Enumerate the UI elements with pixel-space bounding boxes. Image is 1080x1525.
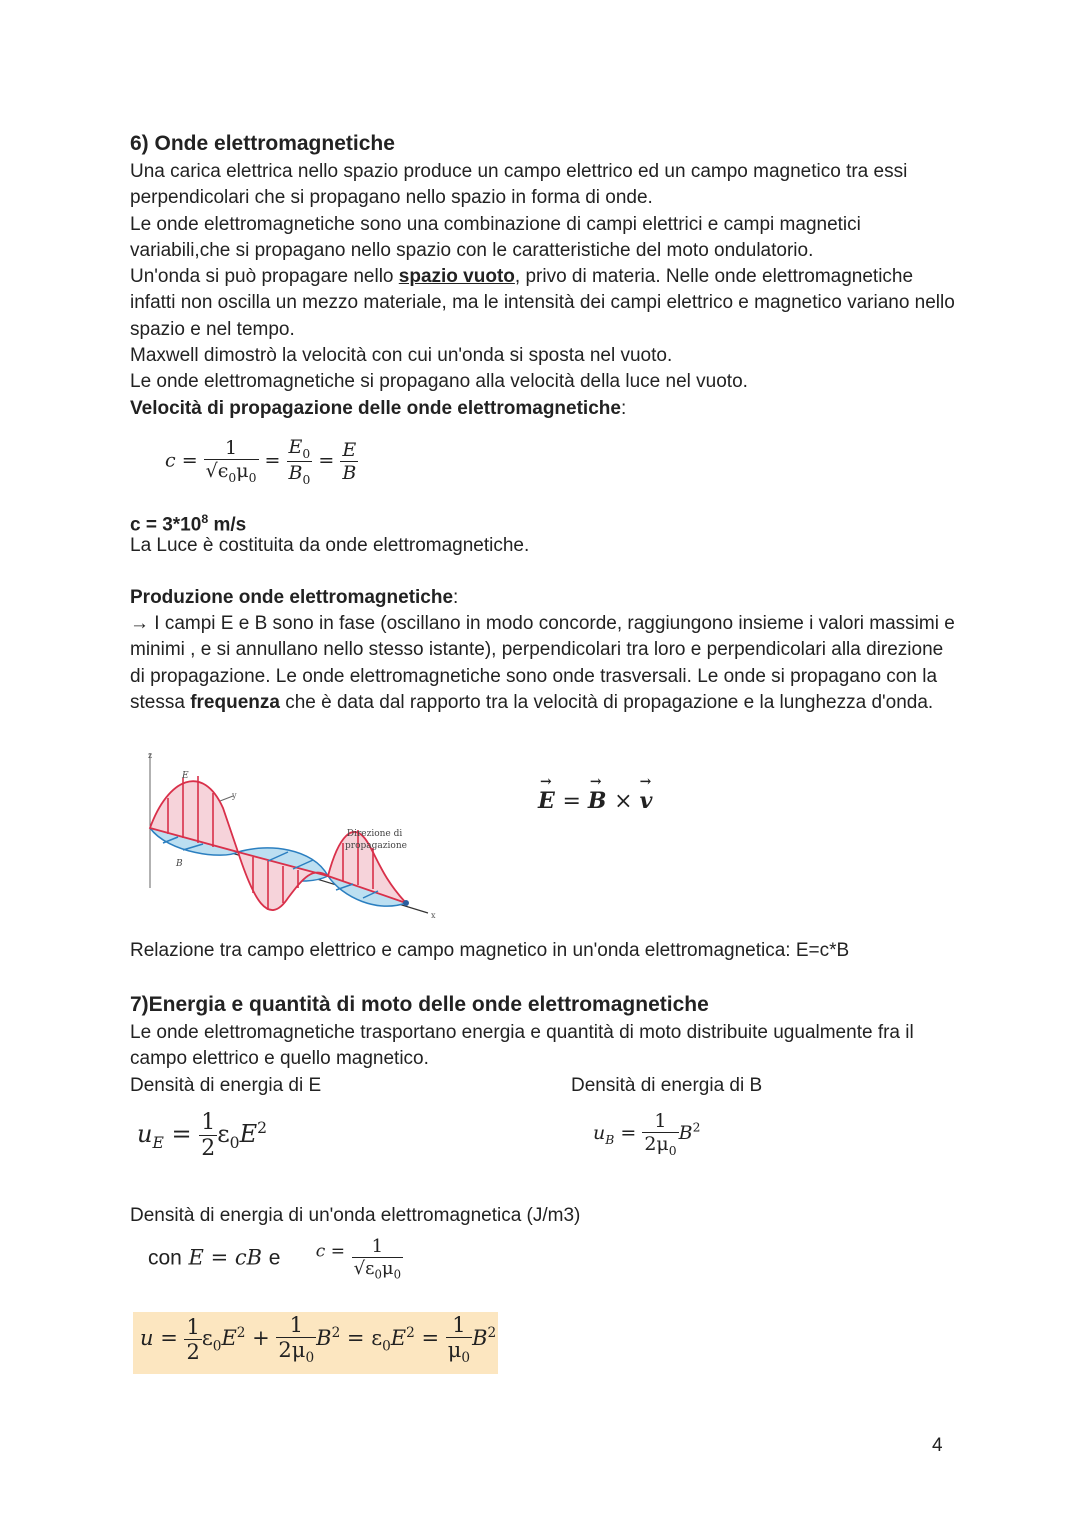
spazio-vuoto-link[interactable]: spazio vuoto	[398, 266, 515, 287]
figure-label-line1: Direzione di	[346, 829, 403, 839]
c-unit: m/s	[208, 514, 247, 536]
svg-text:B: B	[176, 859, 183, 869]
section-7-title: 7)Energia e quantità di moto delle onde elettromagnetiche	[130, 993, 709, 1016]
production-heading-colon: :	[453, 587, 459, 608]
paragraph-5: Le onde elettromagnetiche si propagano alla velocità della luce nel vuoto.	[130, 371, 748, 392]
production-heading-text: Produzione onde elettromagnetiche	[130, 587, 454, 608]
section-6-title: 6) Onde elettromagnetiche	[130, 132, 395, 155]
paragraph-3	[130, 264, 960, 343]
production-text-a: → I campi E e B sono in fase (oscillano in modo concorde, raggiungono insieme i valori massimi e minimi , e si annullano nello stesso istante), perpendicolari tra loro e perpendicolari alla direzione di propagazione. Le onde elettromagnetiche sono onde trasversali. Le onde si propagano con la stessa	[130, 613, 955, 713]
production-paragraph	[130, 611, 960, 716]
production-text-b: che è data dal rapporto tra la velocità di propagazione e la lunghezza d'onda.	[279, 691, 934, 713]
con-word: con	[148, 1246, 182, 1270]
section-7-paragraph: Le onde elettromagnetiche trasportano energia e quantità di moto distribuite ugualmente fra il campo elettrico e quello magnetico.	[130, 1022, 914, 1070]
ub-formula: $u_B$ = $\frac{1}{2\mu_0}$ $B^2$	[593, 1110, 701, 1158]
velocity-heading-colon: :	[620, 398, 627, 419]
total-energy-formula: u = $\frac{1}{2}$ $\varepsilon_0E^2$ + $\frac{1}{2\mu_0}$ $B^2 = \varepsilon_0E^2$ = $\frac{1}{\mu_0}$ $B^2$	[140, 1313, 497, 1367]
svg-text:E: E	[182, 771, 189, 781]
velocity-formula: c = $\frac{1}{√\epsilon_0\mu_0}$ = $\frac{E_0}{B_0}$ = $\frac{E}{B}$	[165, 436, 357, 487]
velocity-heading-text: Velocità di propagazione delle onde elettromagnetiche	[130, 398, 621, 419]
paragraph-3-start: Un'onda si può propagare nello	[130, 266, 399, 287]
paragraph-2: Le onde elettromagnetiche sono una combinazione di campi elettrici e campi magnetici variabili,che si propagano nello spazio con le caratteristiche del moto ondulatorio.	[130, 214, 861, 262]
production-heading	[130, 585, 960, 611]
figure-label-line2: propagazione	[345, 841, 407, 851]
cross-product-formula: E → = B → × v →	[538, 774, 653, 814]
em-wave-figure	[128, 748, 440, 923]
page-number: 4	[932, 1435, 943, 1456]
ue-formula: $u_E$ = $\frac{1}{2}$ $\varepsilon_0E^2$	[137, 1110, 268, 1161]
c-exponent: 8	[201, 512, 209, 526]
condition-formula: con E = cB e $^{c =}$ $\frac{1}{√\varepsilon_0\mu_0}$	[148, 1236, 402, 1282]
velocity-heading	[130, 396, 960, 422]
relation-text: Relazione tra campo elettrico e campo magnetico in un'onda elettromagnetica: E=c*B	[130, 940, 850, 961]
paragraph-3-end: , privo di materia. Nelle onde elettromagnetiche infatti non oscilla un mezzo materiale, ma le intensità dei campi elettrico e magnetico variano nello spazio e nel tempo.	[130, 266, 955, 340]
light-text: La Luce è costituita da onde elettromagnetiche.	[130, 535, 530, 556]
svg-text:y: y	[232, 791, 237, 800]
density-wave-label: Densità di energia di un'onda elettromagnetica (J/m3)	[130, 1205, 581, 1226]
density-e-label: Densità di energia di E	[130, 1075, 322, 1096]
paragraph-4: Maxwell dimostrò la velocità con cui un'onda si sposta nel vuoto.	[130, 345, 673, 366]
svg-text:z: z	[148, 751, 153, 760]
paragraph-1: Una carica elettrica nello spazio produce un campo elettrico ed un campo magnetico tra essi perpendicolari che si propagano nello spazio in forma di onde.	[130, 161, 908, 209]
e-word: e	[268, 1246, 281, 1270]
c-value: c = 3*10	[130, 514, 202, 536]
density-b-label: Densità di energia di B	[571, 1075, 763, 1096]
frequency-term: frequenza	[190, 691, 280, 713]
svg-text:x: x	[431, 911, 436, 920]
